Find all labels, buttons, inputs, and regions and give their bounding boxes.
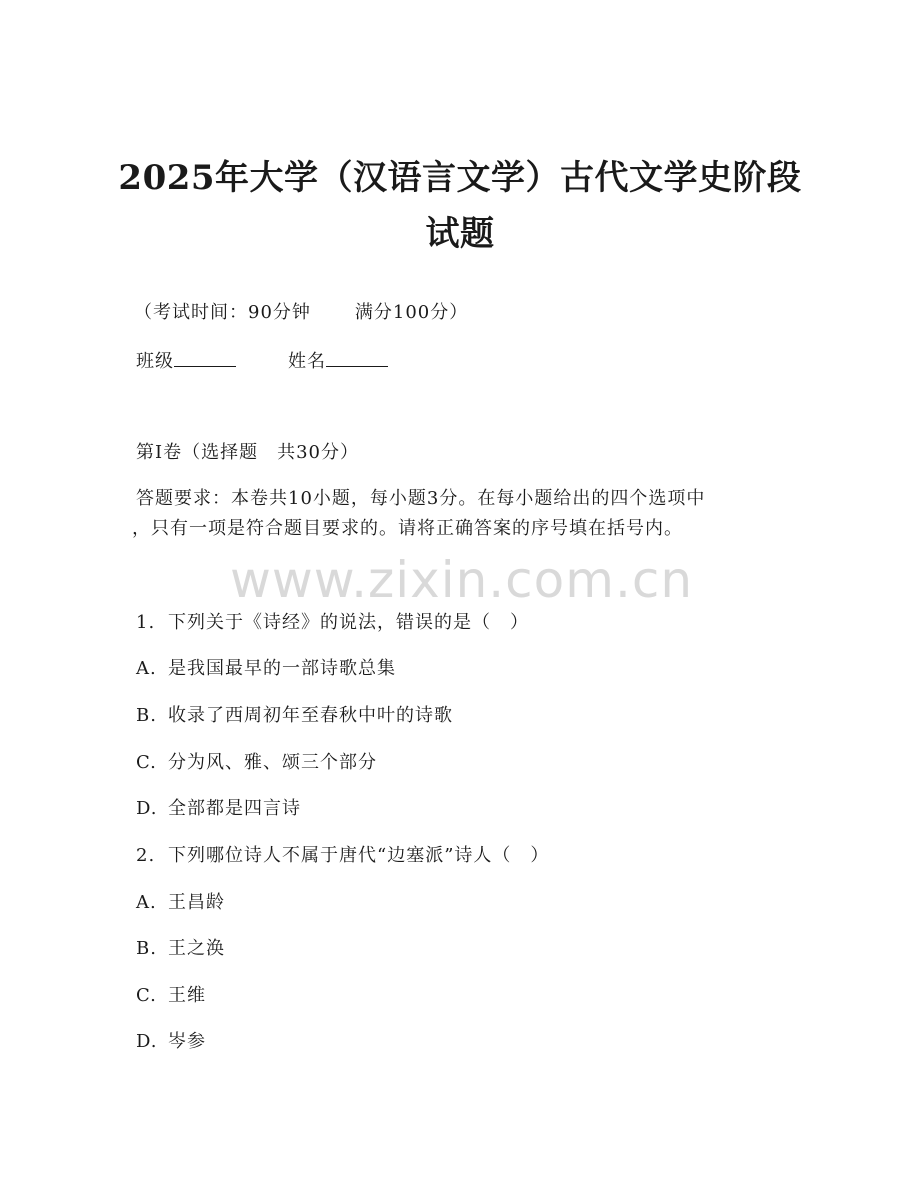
option-label: D. [136,798,158,819]
question-2-option-a [136,890,225,916]
question-text: 下列关于《诗经》的说法，错误的是（ ） [168,612,529,633]
question-1-option-d [136,796,301,822]
option-text: 王昌龄 [168,892,225,913]
exam-time: （考试时间：90分钟 [134,302,311,323]
question-2 [136,843,549,869]
option-text: 王之涣 [168,938,225,959]
option-label: A. [136,658,157,679]
watermark: www.zixin.com.cn [230,551,694,609]
exam-full-score: 满分100分） [354,302,469,323]
question-2-option-c [136,983,206,1009]
question-number: 1. [136,612,156,633]
class-blank [174,348,236,367]
option-label: B. [136,705,157,726]
section-requirement-line-2: ，只有一项是符合题目要求的。请将正确答案的序号填在括号内。 [132,518,683,539]
option-text: 岑参 [168,1031,206,1052]
question-1-option-a [136,656,396,682]
option-label: A. [136,892,157,913]
question-1-option-b [136,703,453,729]
exam-title-line-2: 试题 [425,214,495,254]
question-text: 下列哪位诗人不属于唐代“边塞派”诗人（ ） [168,845,550,866]
question-2-option-b [136,936,225,962]
option-label: C. [136,985,157,1006]
question-2-option-d [136,1029,206,1055]
section-title: 第I卷（选择题 共30分） [136,442,360,463]
class-label: 班级 [136,351,174,372]
section-requirement-line-1: 答题要求：本卷共10小题，每小题3分。在每小题给出的四个选项中 [136,488,706,509]
option-text: 王维 [168,985,206,1006]
student-info [136,348,388,375]
name-blank [326,348,388,367]
option-label: D. [136,1031,158,1052]
question-number: 2. [136,845,156,866]
option-text: 全部都是四言诗 [168,798,301,819]
question-1-option-c [136,750,377,776]
name-label: 姓名 [288,351,326,372]
option-text: 是我国最早的一部诗歌总集 [168,658,396,679]
question-1 [136,610,529,636]
exam-info [134,300,468,326]
option-label: B. [136,938,157,959]
exam-title-line-1: 2025年大学（汉语言文学）古代文学史阶段 [118,158,802,198]
option-label: C. [136,752,157,773]
option-text: 分为风、雅、颂三个部分 [168,752,377,773]
option-text: 收录了西周初年至春秋中叶的诗歌 [168,705,453,726]
exam-title [100,150,820,262]
